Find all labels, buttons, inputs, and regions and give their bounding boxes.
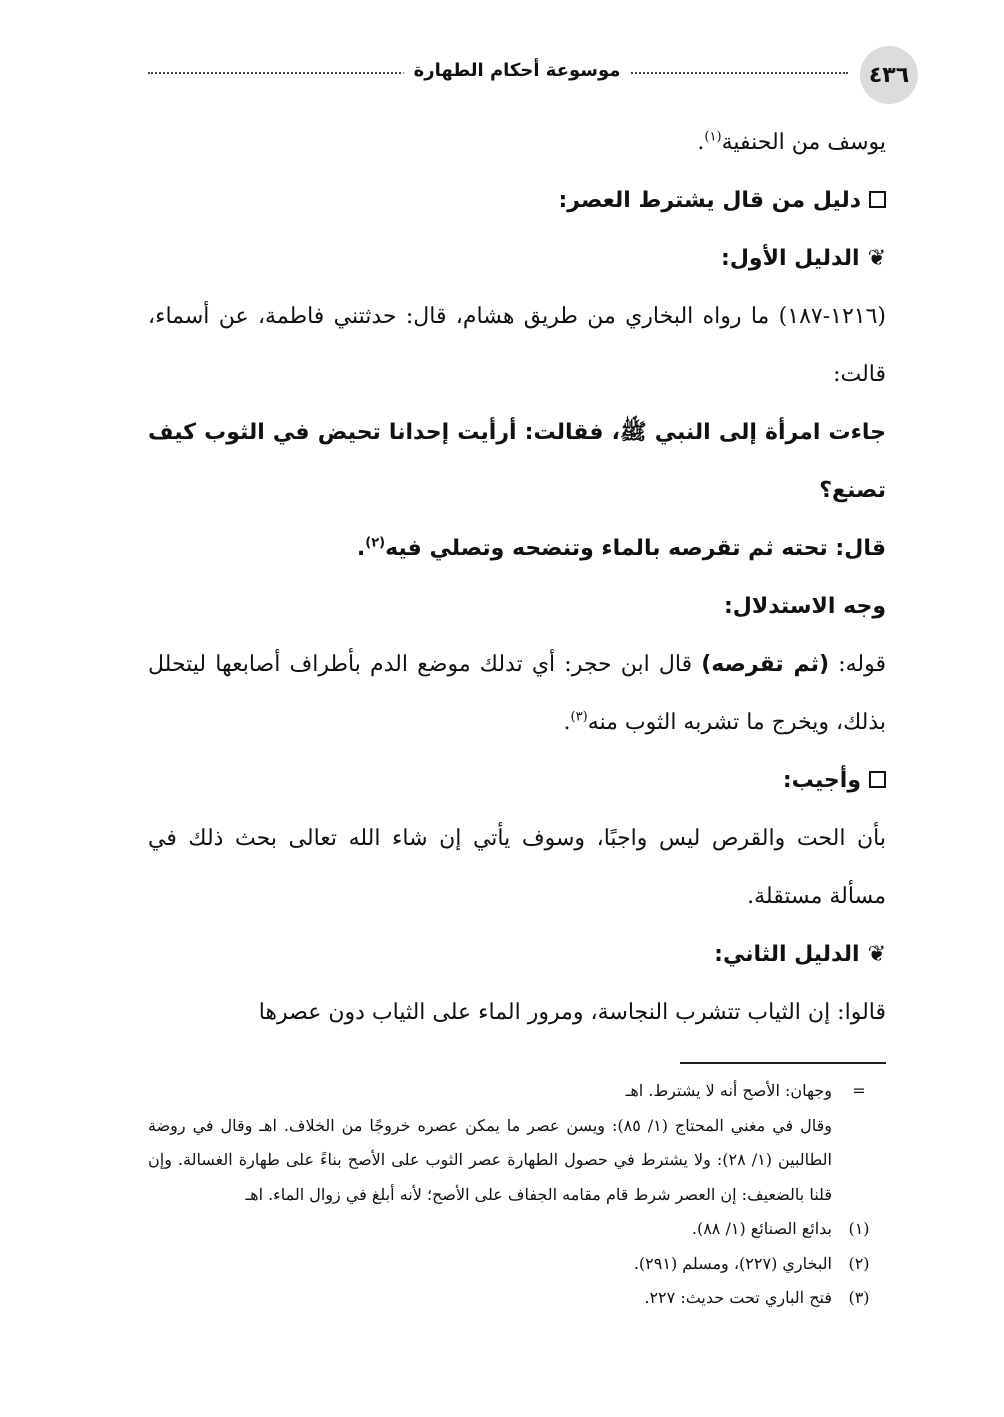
hadith-line2 (148, 520, 886, 578)
footnote-number: (١) (848, 1219, 870, 1238)
hadith2-text: قال: تحته ثم تقرصه بالماء وتنضحه وتصلي فيه (385, 536, 886, 561)
footnote-item (148, 1212, 886, 1247)
page-number-badge: ٤٣٦ (860, 46, 918, 104)
heading5-text: الدليل الثاني: (714, 942, 860, 967)
footnote-text: البخاري (٢٢٧)، ومسلم (٢٩١). (633, 1253, 832, 1273)
hadith2-end: . (356, 536, 366, 561)
main-text (148, 114, 886, 1042)
continuation-mark: = (852, 1081, 866, 1100)
footnote-text: بدائع الصنائع (١/ ٨٨). (691, 1219, 832, 1238)
header-title: موسوعة أحكام الطهارة (404, 60, 631, 81)
para2-end: . (563, 710, 571, 735)
heading-inference: وجه الاستدلال: (723, 594, 886, 619)
heading-evidence-for-wringing (148, 172, 886, 230)
paragraph-second-evidence: قالوا: إن الثياب تتشرب النجاسة، ومرور الماء على الثياب دون عصرها (258, 1000, 886, 1025)
footnote-item (148, 1281, 886, 1316)
paragraph-response: بأن الحت والقرص ليس واجبًا، وسوف يأتي إن شاء الله تعالى بحث ذلك في مسألة مستقلة. (148, 826, 886, 909)
checkbox-square-icon (869, 771, 886, 788)
para2-rest: قال ابن حجر: أي تدلك موضع الدم بأطراف أصابعها ليتحلل بذلك، ويخرج ما تشربه الثوب منه (148, 652, 886, 735)
para2-start: قوله: (829, 652, 886, 677)
footnote-ref-3[interactable]: (٣) (570, 709, 588, 725)
footnote-separator (680, 1062, 886, 1064)
footnote-ref-2[interactable]: (٢) (365, 535, 386, 551)
footnote-continuation (148, 1074, 886, 1212)
hadith-line1: جاءت امرأة إلى النبي ﷺ، فقالت: أرأيت إحدانا تحيض في الثوب كيف تصنع؟ (148, 420, 886, 503)
footnote-number: (٢) (848, 1253, 870, 1273)
running-header (148, 40, 910, 106)
heading-first-evidence (148, 230, 886, 288)
leaf-ornament-icon: ❦ (867, 942, 886, 967)
heading-response (148, 752, 886, 810)
footnote-number: (٣) (848, 1288, 870, 1307)
line1-end: . (697, 130, 705, 155)
continuation-line1: وجهان: الأصح أنه لا يشترط. اهـ (625, 1081, 832, 1100)
footnote-item (148, 1247, 886, 1282)
line1-text: يوسف من الحنفية (721, 130, 886, 155)
footnotes (148, 1074, 886, 1316)
para2-bold: (ثم تقرصه) (701, 652, 830, 677)
footnote-text: فتح الباري تحت حديث: ٢٢٧. (644, 1288, 832, 1307)
heading1-text: دليل من قال يشترط العصر: (558, 188, 861, 213)
heading-second-evidence (148, 926, 886, 984)
continuation-text (148, 1074, 832, 1212)
checkbox-square-icon (869, 191, 886, 208)
paragraph-ibn-hajar (148, 636, 886, 752)
heading2-text: الدليل الأول: (721, 246, 860, 271)
footnote-ref-1[interactable]: (١) (704, 129, 722, 145)
paragraph-line1 (148, 114, 886, 172)
leaf-ornament-icon: ❦ (867, 246, 886, 271)
heading4-text: وأجيب: (782, 768, 861, 793)
paragraph-narration: (١٢١٦-١٨٧) ما رواه البخاري من طريق هشام، قال: حدثتني فاطمة، عن أسماء، قالت: (148, 304, 886, 387)
book-page (148, 40, 910, 1397)
continuation-line2: وقال في مغني المحتاج (١/ ٨٥): ويسن عصر ما يمكن عصره خروجًا من الخلاف. اهـ وقال في روضة الطالبين (١/ ٢٨): ولا يشترط في حصول الطهارة عصر الثوب على الأصح بناءً على طهارة الغسالة. وإن قلنا بالضعيف: إن العصر شرط قام مقامه الجفاف على الأصح؛ لأنه أبلغ في زوال الماء. اهـ (148, 1115, 833, 1204)
